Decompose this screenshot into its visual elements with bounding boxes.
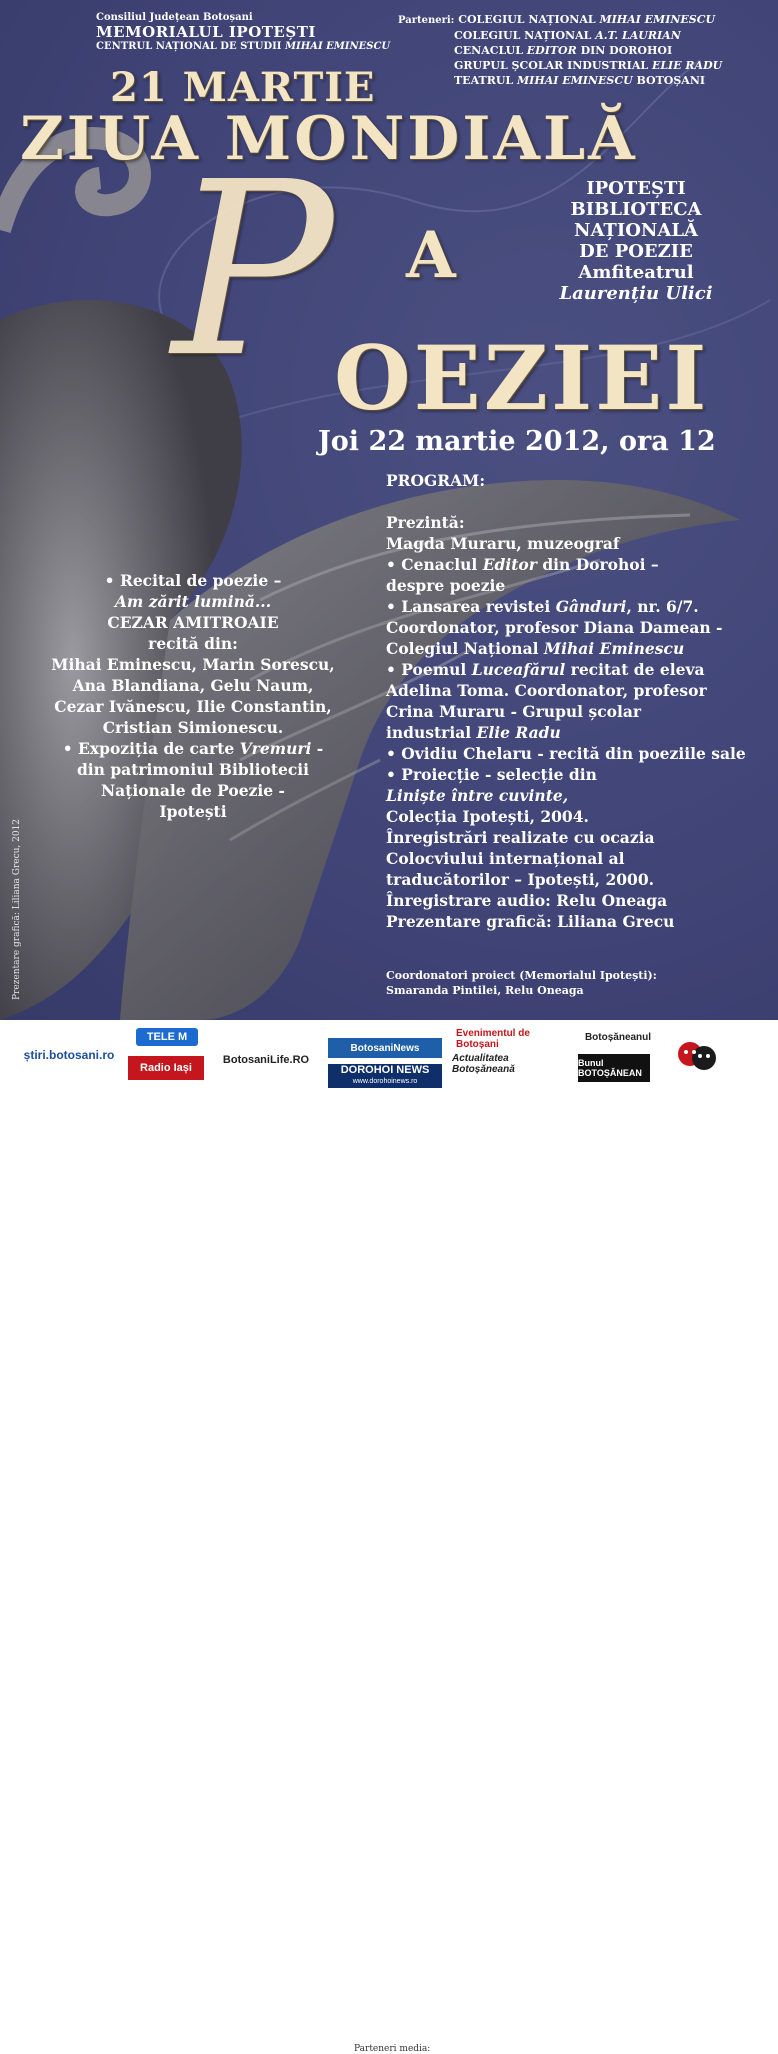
masks-icon (675, 1036, 719, 1076)
recital-line: Am zărit lumină... (114, 592, 272, 611)
council-name: Consiliul Județean Botoșani (96, 12, 253, 23)
program-line: despre poezie (386, 576, 506, 595)
recital-line: Naționale de Poezie - (101, 781, 285, 800)
exhibition-line: • Expoziția de carte Vremuri - (62, 739, 324, 758)
partners-block (398, 12, 722, 88)
program-line: Coordonator, profesor Diana Damean - (386, 618, 723, 637)
recital-line: din patrimoniul Bibliotecii (76, 760, 310, 779)
sponsor-strip (0, 1020, 778, 2054)
program-line: Liniște între cuvinte, (386, 786, 569, 805)
program-line: Prezentare grafică: Liliana Grecu (386, 912, 675, 931)
coordinators-label: Coordonatori proiect (Memorialul Ipotești): (386, 969, 657, 982)
partner-line: TEATRUL MIHAI EMINESCU BOTOȘANI (454, 74, 706, 87)
title-ziua-mondiala: ZIUA MONDIALĂ (20, 104, 638, 174)
partner-line: CENACLUL EDITOR DIN DOROHOI (454, 44, 673, 57)
venue-block (508, 178, 764, 304)
memorial-name: MEMORIALUL IPOTEȘTI (96, 23, 316, 41)
radio-iasi-logo[interactable]: Radio Iași (128, 1056, 204, 1080)
program-line: • Proiecție - selecție din (386, 765, 597, 784)
center-name: CENTRUL NAȚIONAL DE STUDII MIHAI EMINESCU (96, 41, 391, 52)
program-line: Înregistrări realizate cu ocazia (386, 828, 655, 847)
venue-line: NAȚIONALĂ (574, 220, 698, 241)
venue-line: IPOTEȘTI (586, 178, 686, 199)
actualitatea-logo[interactable]: Actualitatea Botoșăneană (452, 1053, 515, 1075)
recital-block (20, 570, 366, 822)
recital-line: CEZAR AMITROAIE (107, 613, 279, 632)
poster (0, 0, 778, 1020)
stiri-botosani-logo[interactable]: știri.botosani.ro (23, 1048, 115, 1062)
program-line: industrial Elie Radu (386, 723, 561, 742)
recital-line: • Recital de poezie – (104, 571, 282, 590)
media-partners-label: Parteneri media: (354, 2044, 431, 2054)
partner-line: Parteneri: COLEGIUL NAȚIONAL MIHAI EMINESCU (398, 13, 716, 26)
program-line: Înregistrare audio: Relu Oneaga (386, 891, 668, 910)
recital-line: Cristian Simionescu. (102, 718, 284, 737)
theatre-masks-logo[interactable] (672, 1034, 722, 1078)
coordinators-block (386, 968, 657, 998)
recital-line: recită din: (148, 634, 238, 653)
organizer-block (96, 12, 390, 52)
partner-line: COLEGIUL NAȚIONAL A.T. LAURIAN (454, 29, 681, 42)
event-date: Joi 22 martie 2012, ora 12 (318, 426, 716, 457)
tele-m-logo[interactable]: TELE M (136, 1028, 198, 1046)
coordinators-names: Smaranda Pintilei, Relu Oneaga (386, 984, 584, 997)
program-line: Crina Muraru - Grupul școlar (386, 702, 642, 721)
botosani-life-logo[interactable]: BotosaniLife.RO (222, 1054, 310, 1066)
botosaneanul-logo[interactable]: Botoșăneanul (584, 1031, 652, 1043)
program-line: Colecția Ipotești, 2004. (386, 807, 589, 826)
program-line: • Poemul Luceafărul recitat de eleva (386, 660, 705, 679)
program-line: traducătorilor – Ipotești, 2000. (386, 870, 654, 889)
bunul-botosanean-logo[interactable]: Bunul BOTOȘĂNEAN (578, 1054, 650, 1082)
evenimentul-logo[interactable]: Evenimentul de Botoșani (456, 1028, 530, 1050)
dorohoi-news-logo[interactable]: DOROHOI NEWS www.dorohoinews.ro (328, 1064, 442, 1088)
recital-line: Ipotești (159, 802, 227, 821)
partner-line: GRUPUL ȘCOLAR INDUSTRIAL ELIE RADU (454, 59, 723, 72)
botosani-news-logo[interactable]: BotosaniNews (328, 1038, 442, 1058)
recital-line: Mihai Eminescu, Marin Sorescu, (51, 655, 335, 674)
program-line: • Lansarea revistei Gânduri, nr. 6/7. (386, 597, 699, 616)
program-line: Colocviului internațional al (386, 849, 625, 868)
program-line: Adelina Toma. Coordonator, profesor (386, 681, 707, 700)
program-block (386, 470, 771, 932)
venue-line: DE POEZIE (579, 241, 693, 262)
program-line: Prezintă: (386, 513, 465, 532)
title-poeziei: OEZIEI (334, 326, 710, 430)
venue-line: Amfiteatrul (578, 262, 694, 283)
program-line: • Ovidiu Chelaru - recită din poeziile sale (386, 744, 746, 763)
title-date: 21 MARTIE (110, 64, 376, 111)
program-line: • Cenaclul Editor din Dorohoi – (386, 555, 659, 574)
program-line: Colegiul Național Mihai Eminescu (386, 639, 685, 658)
program-heading: PROGRAM: (386, 471, 486, 490)
title-initial-p: P (172, 130, 334, 410)
venue-line: Laurențiu Ulici (559, 283, 713, 304)
recital-line: Cezar Ivănescu, Ilie Constantin, (54, 697, 332, 716)
title-a: A (406, 218, 456, 293)
venue-line: BIBLIOTECA (570, 199, 702, 220)
program-line: Magda Muraru, muzeograf (386, 534, 620, 553)
recital-line: Ana Blandiana, Gelu Naum, (72, 676, 314, 695)
graphic-credit: Prezentare grafică: Liliana Grecu, 2012 (12, 818, 22, 1000)
